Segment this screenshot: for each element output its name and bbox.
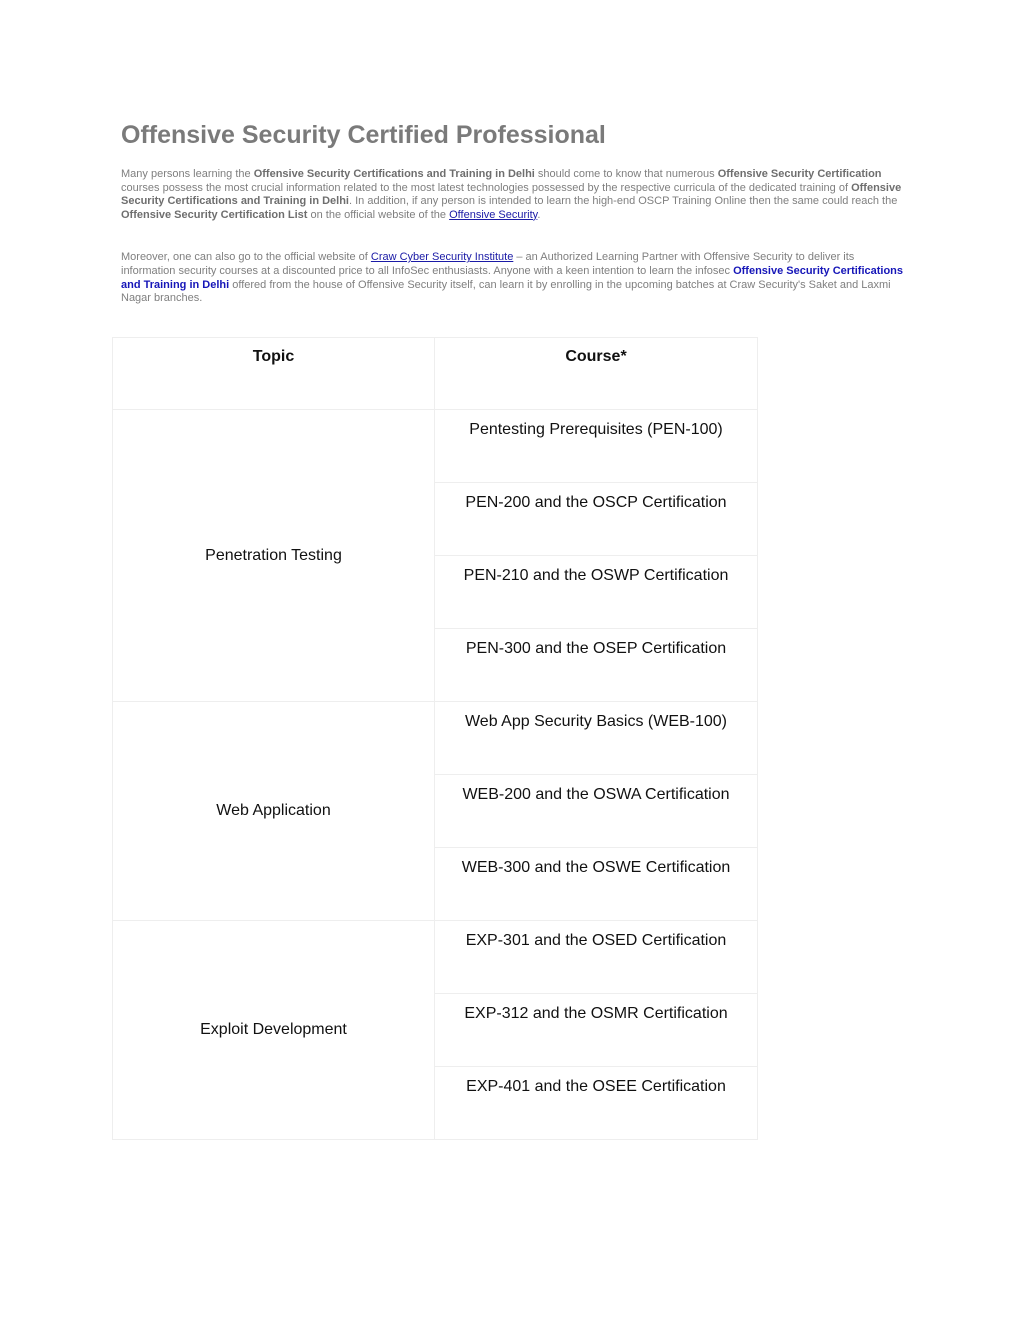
p1-bold-1: Offensive Security Certifications and Training in Delhi	[253, 168, 535, 180]
course-cell: Web App Security Basics (WEB-100)	[435, 702, 758, 775]
second-paragraph	[121, 251, 911, 305]
course-cell: Pentesting Prerequisites (PEN-100)	[435, 410, 758, 483]
p1-bold-2: Offensive Security Certification	[717, 168, 882, 180]
course-cell: EXP-312 and the OSMR Certification	[435, 994, 758, 1067]
page-title: Offensive Security Certified Professional	[121, 121, 606, 149]
table-row	[113, 410, 758, 483]
table-row	[113, 921, 758, 994]
p1-bold-3: Offensive Security Certifications and Training in Delhi	[121, 181, 902, 208]
p2-text-3: offered from the house of Offensive Security itself, can learn it by enrolling in the upcoming batches at Craw Security's Saket and Laxmi Nagar branches.	[121, 278, 891, 305]
p1-text-3: courses possess the most crucial information related to the most latest technologies possessed by the respective curricula of the dedicated training of	[121, 181, 852, 194]
p1-text-4: . In addition, if any person is intended to learn the high-end OSCP Training Online then the same could reach the	[349, 195, 898, 208]
course-cell: EXP-401 and the OSEE Certification	[435, 1067, 758, 1140]
craw-institute-link[interactable]: Craw Cyber Security Institute	[370, 251, 514, 264]
p1-text-6: .	[537, 208, 541, 221]
topic-cell: Penetration Testing	[113, 410, 435, 702]
course-cell: PEN-300 and the OSEP Certification	[435, 629, 758, 702]
intro-paragraph	[121, 168, 911, 222]
course-table	[112, 337, 758, 1140]
p1-text-2: should come to know that numerous	[534, 168, 718, 180]
course-cell: PEN-200 and the OSCP Certification	[435, 483, 758, 556]
p1-text-1: Many persons learning the	[121, 168, 254, 180]
header-topic: Topic	[113, 338, 435, 410]
table-row	[113, 702, 758, 775]
p1-bold-4: Offensive Security Certification List	[121, 208, 308, 221]
p2-highlight: Offensive Security Certifications and Training in Delhi	[121, 264, 904, 291]
header-course: Course*	[435, 338, 758, 410]
course-cell: EXP-301 and the OSED Certification	[435, 921, 758, 994]
document-body	[121, 118, 911, 306]
course-cell: PEN-210 and the OSWP Certification	[435, 556, 758, 629]
course-cell: WEB-300 and the OSWE Certification	[435, 848, 758, 921]
offensive-security-link[interactable]: Offensive Security	[449, 208, 538, 221]
p2-text-1: Moreover, one can also go to the official website of	[121, 251, 371, 264]
course-cell: WEB-200 and the OSWA Certification	[435, 775, 758, 848]
p2-text-2: – an Authorized Learning Partner with Offensive Security to deliver its information security courses at a discounted price to all InfoSec enthusiasts. Anyone with a keen intention to learn the infosec	[121, 251, 855, 277]
topic-cell: Exploit Development	[113, 921, 435, 1140]
p1-text-5: on the official website of the	[307, 208, 450, 221]
topic-cell: Web Application	[113, 702, 435, 921]
table-header-row	[113, 338, 758, 410]
